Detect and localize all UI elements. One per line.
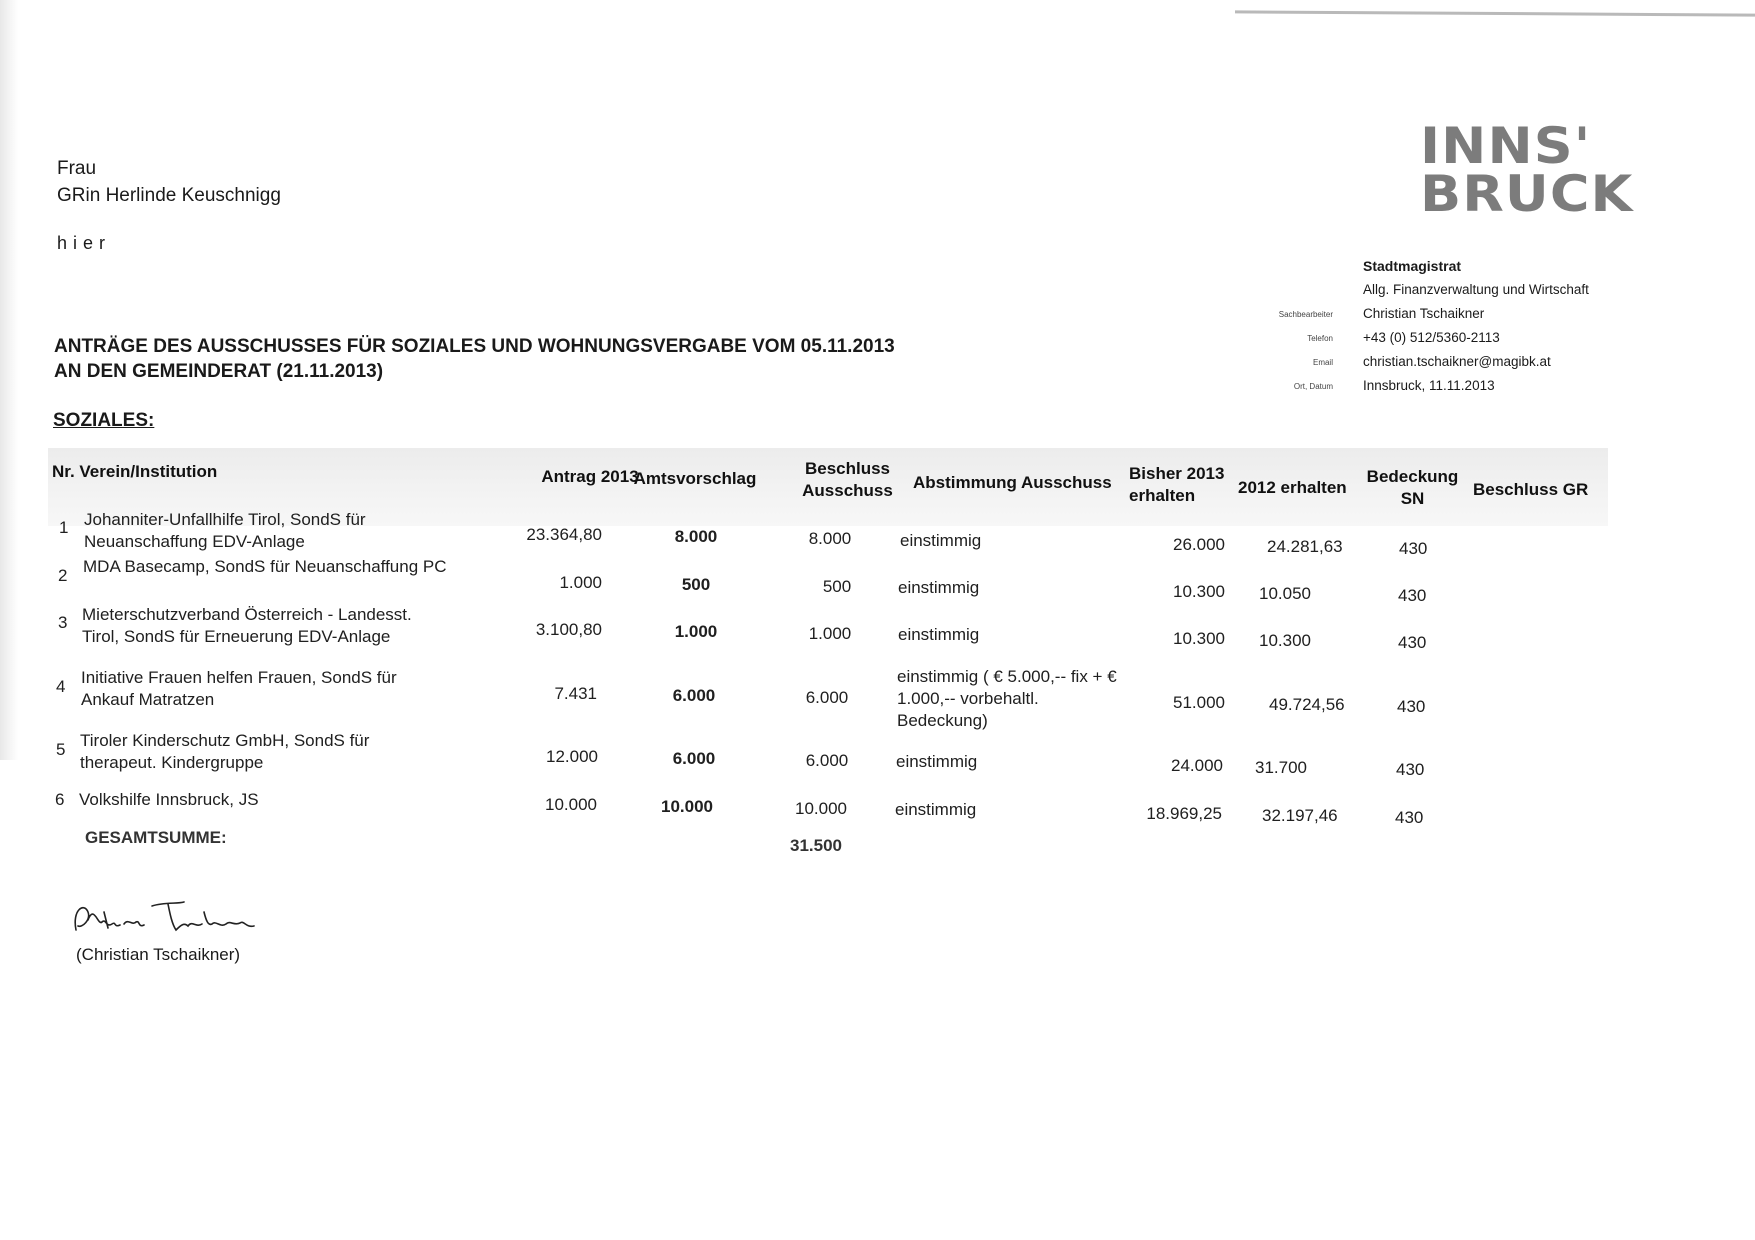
row-verein: Mieterschutzverband Österreich - Landesst. Tirol, SondS für Erneuerung EDV-Anlage: [82, 605, 412, 646]
caseworker-value: Christian Tschaikner: [1363, 306, 1485, 321]
caseworker-label: Sachbearbeiter: [1278, 310, 1333, 319]
signature-printed-name: (Christian Tschaikner): [76, 945, 241, 964]
email-label: Email: [1312, 358, 1333, 367]
place-date-label: Ort, Datum: [1293, 382, 1333, 391]
header-bisher: Bisher 2013 erhalten: [1129, 464, 1225, 505]
row-abstimmung: einstimmig: [896, 752, 978, 771]
row-beschluss: 8.000: [808, 529, 852, 548]
scan-edge-shadow: [0, 0, 18, 760]
header-amtsvorschlag: Amtsvorschlag: [633, 469, 757, 488]
innsbruck-logo: [1420, 117, 1634, 223]
logo-line-1: INNS': [1420, 117, 1592, 175]
row-nr: 6: [55, 790, 65, 809]
total-value: 31.500: [790, 836, 842, 855]
sender-organization: Stadtmagistrat: [1363, 258, 1462, 274]
row-verein: Tiroler Kinderschutz GmbH, SondS für therapeut. Kindergruppe: [80, 731, 370, 772]
row-amtsvorschlag: 6.000: [672, 749, 716, 768]
row-beschluss: 10.000: [795, 799, 847, 818]
email-value: christian.tschaikner@magibk.at: [1363, 354, 1551, 369]
row-2012: 32.197,46: [1262, 806, 1338, 825]
row-amtsvorschlag: 6.000: [672, 686, 716, 705]
row-bedeckung: 430: [1397, 697, 1426, 716]
row-amtsvorschlag: 1.000: [674, 622, 718, 641]
row-amtsvorschlag: 10.000: [661, 797, 713, 816]
row-2012: 10.050: [1259, 584, 1311, 603]
row-abstimmung: einstimmig: [898, 625, 980, 644]
row-antrag: 3.100,80: [535, 620, 602, 639]
row-verein: Johanniter-Unfallhilfe Tirol, SondS für Neuanschaffung EDV-Anlage: [84, 510, 366, 551]
section-heading: SOZIALES:: [53, 410, 155, 431]
row-abstimmung: einstimmig: [900, 531, 982, 550]
row-antrag: 12.000: [546, 747, 598, 766]
header-beschluss-ausschuss: Beschluss Ausschuss: [802, 459, 893, 500]
header-beschluss-gr: Beschluss GR: [1473, 480, 1589, 499]
row-bisher: 10.300: [1173, 629, 1225, 648]
row-bisher: 51.000: [1173, 693, 1225, 712]
row-amtsvorschlag: 8.000: [674, 527, 718, 546]
row-beschluss: 1.000: [808, 624, 852, 643]
row-nr: 3: [58, 613, 68, 632]
row-bisher: 10.300: [1173, 582, 1225, 601]
row-abstimmung: einstimmig ( € 5.000,-- fix + € 1.000,-- vorbehaltl. Bedeckung): [897, 667, 1117, 730]
row-beschluss: 6.000: [805, 688, 849, 707]
row-verein: Initiative Frauen helfen Frauen, SondS für Ankauf Matratzen: [81, 668, 397, 709]
row-2012: 49.724,56: [1269, 695, 1345, 714]
place-date-value: Innsbruck, 11.11.2013: [1363, 378, 1495, 393]
row-2012: 10.300: [1259, 631, 1311, 650]
header-2012-erhalten: 2012 erhalten: [1238, 478, 1347, 497]
row-beschluss: 6.000: [805, 751, 849, 770]
row-bisher: 24.000: [1171, 756, 1223, 775]
header-rule: [1235, 10, 1755, 16]
row-2012: 24.281,63: [1267, 537, 1343, 556]
row-bisher: 18.969,25: [1146, 804, 1222, 823]
row-bedeckung: 430: [1398, 586, 1427, 605]
row-verein: Volkshilfe Innsbruck, JS: [79, 790, 259, 809]
row-bisher: 26.000: [1173, 535, 1225, 554]
recipient-salutation: Frau: [57, 158, 97, 179]
row-verein: MDA Basecamp, SondS für Neuanschaffung PC: [83, 557, 447, 576]
document-title-line-1: ANTRÄGE DES AUSSCHUSSES FÜR SOZIALES UND WOHNUNGSVERGABE VOM 05.11.2013: [54, 336, 895, 357]
sender-department: Allg. Finanzverwaltung und Wirtschaft: [1363, 282, 1589, 297]
header-antrag: Antrag 2013: [541, 467, 639, 486]
row-beschluss: 500: [822, 577, 852, 596]
row-amtsvorschlag: 500: [681, 575, 711, 594]
phone-value: +43 (0) 512/5360-2113: [1363, 330, 1500, 345]
recipient-location: hier: [57, 233, 112, 253]
row-abstimmung: einstimmig: [898, 578, 980, 597]
row-nr: 2: [58, 566, 68, 585]
logo-line-2: BRUCK: [1420, 165, 1634, 223]
row-abstimmung: einstimmig: [895, 800, 977, 819]
row-bedeckung: 430: [1396, 760, 1425, 779]
row-antrag: 1.000: [559, 573, 602, 592]
row-antrag: 10.000: [545, 795, 597, 814]
header-nr-verein: Nr. Verein/Institution: [52, 462, 218, 481]
row-bedeckung: 430: [1398, 633, 1427, 652]
sender-block: [1278, 258, 1610, 402]
row-nr: 5: [56, 740, 66, 759]
phone-label: Telefon: [1307, 334, 1333, 343]
row-nr: 1: [59, 518, 69, 537]
header-bedeckung: Bedeckung SN: [1366, 467, 1459, 508]
row-bedeckung: 430: [1395, 808, 1424, 827]
row-bedeckung: 430: [1399, 539, 1428, 558]
header-abstimmung: Abstimmung Ausschuss: [913, 473, 1112, 492]
row-2012: 31.700: [1255, 758, 1307, 777]
document-title-line-2: AN DEN GEMEINDERAT (21.11.2013): [54, 361, 384, 382]
total-label: GESAMTSUMME:: [85, 828, 227, 847]
row-antrag: 7.431: [554, 684, 597, 703]
row-nr: 4: [56, 677, 66, 696]
handwritten-signature: [68, 890, 268, 950]
recipient-name: GRin Herlinde Keuschnigg: [57, 185, 281, 206]
row-antrag: 23.364,80: [526, 525, 602, 544]
